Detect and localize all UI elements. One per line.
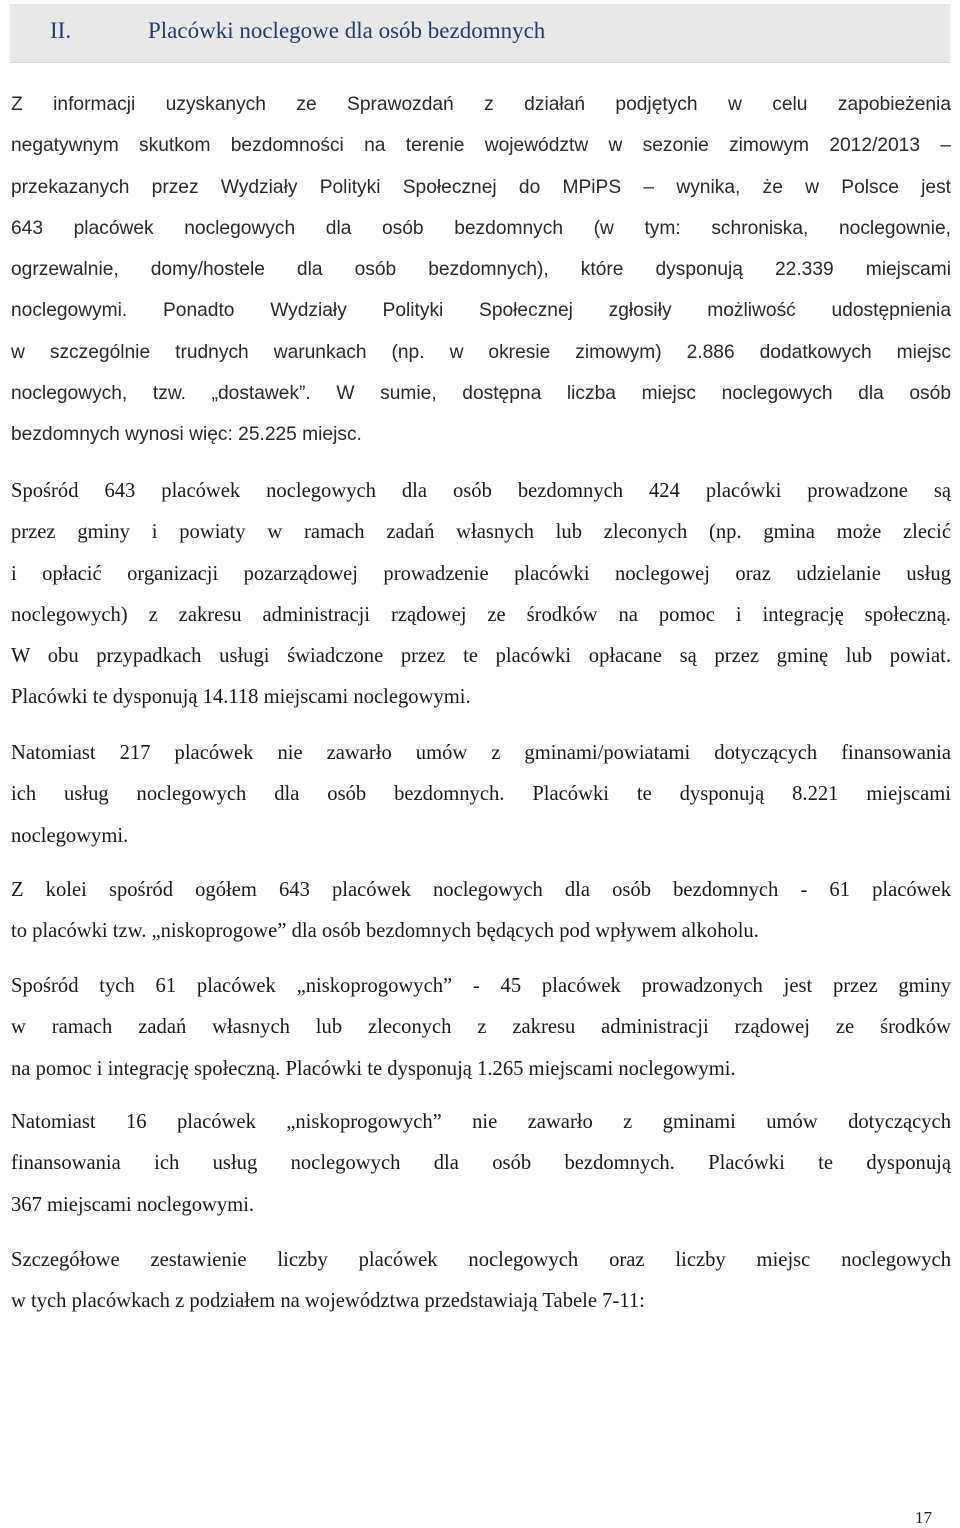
paragraph-tabele [11, 1240, 951, 1323]
text-line: noclegowych) z zakresu administracji rządowej ze środków na pomoc i integrację społeczną. [11, 603, 951, 626]
page-number: 17 [915, 1508, 932, 1527]
text-line: przez gminy i powiaty w ramach zadań własnych lub zleconych (np. gmina może zlecić [11, 521, 951, 544]
text-line: w tych placówkach z podziałem na województwa przedstawiają Tabele 7-11: [11, 1290, 645, 1313]
paragraph-natomiast-217 [11, 733, 951, 857]
text-line: Spośród 643 placówek noclegowych dla osób bezdomnych 424 placówki prowadzone są [11, 480, 951, 502]
text-line: Spośród tych 61 placówek „niskoprogowych” - 45 placówek prowadzonych jest przez gminy [11, 975, 951, 997]
text-line: to placówki tzw. „niskoprogowe” dla osób bezdomnych będących pod wpływem alkoholu. [11, 920, 759, 943]
text-line: na pomoc i integrację społeczną. Placówki te dysponują 1.265 miejscami noclegowymi. [11, 1057, 736, 1080]
paragraph-sposrod-61 [11, 966, 951, 1090]
text-line: noclegowymi. [11, 824, 129, 847]
text-line: Z kolei spośród ogółem 643 placówek noclegowych dla osób bezdomnych - 61 placówek [11, 879, 951, 901]
text-line: Natomiast 16 placówek „niskoprogowych” nie zawarło z gminami umów dotyczących [11, 1111, 951, 1133]
paragraph-niskoprogowe [11, 870, 951, 953]
paragraph-intro [11, 84, 951, 456]
text-line: i opłacić organizacji pozarządowej prowadzenie placówki noclegowej oraz udzielanie usług [11, 562, 951, 585]
text-line: Szczegółowe zestawienie liczby placówek noclegowych oraz liczby miejsc noclegowych [11, 1249, 951, 1271]
text-line: negatywnym skutkom bezdomności na terenie województw w sezonie zimowym 2012/2013 – [11, 135, 951, 157]
text-line: W obu przypadkach usługi świadczone przez te placówki opłacane są przez gminę lub powiat. [11, 645, 951, 668]
text-line: 643 placówek noclegowych dla osób bezdomnych (w tym: schroniska, noclegownie, [11, 217, 951, 239]
text-line: noclegowych, tzw. „dostawek”. W sumie, dostępna liczba miejsc noclegowych dla osób [11, 383, 951, 405]
section-header [10, 4, 950, 63]
text-line: Placówki te dysponują 14.118 miejscami noclegowymi. [11, 686, 471, 709]
text-line: ogrzewalnie, domy/hostele dla osób bezdomnych), które dysponują 22.339 miejscami [11, 259, 951, 281]
text-line: noclegowymi. Ponadto Wydziały Polityki Społecznej zgłosiły możliwość udostępnienia [11, 300, 951, 322]
section-title: Placówki noclegowe dla osób bezdomnych [148, 18, 546, 43]
text-line: finansowania ich usług noclegowych dla osób bezdomnych. Placówki te dysponują [11, 1152, 951, 1175]
text-line: w szczególnie trudnych warunkach (np. w okresie zimowym) 2.886 dodatkowych miejsc [11, 341, 951, 363]
paragraph-natomiast-16 [11, 1102, 951, 1226]
text-line: Z informacji uzyskanych ze Sprawozdań z działań podjętych w celu zapobieżenia [11, 94, 951, 115]
text-line: bezdomnych wynosi więc: 25.225 miejsc. [11, 424, 362, 446]
section-number: II. [50, 18, 72, 43]
text-line: w ramach zadań własnych lub zleconych z zakresu administracji rządowej ze środków [11, 1016, 951, 1039]
text-line: ich usług noclegowych dla osób bezdomnych. Placówki te dysponują 8.221 miejscami [11, 783, 951, 806]
text-line: przekazanych przez Wydziały Polityki Społecznej do MPiPS – wynika, że w Polsce jest [11, 176, 951, 198]
paragraph-gminy [11, 471, 951, 719]
text-line: 367 miejscami noclegowymi. [11, 1193, 255, 1216]
text-line: Natomiast 217 placówek nie zawarło umów z gminami/powiatami dotyczących finansowania [11, 742, 951, 764]
